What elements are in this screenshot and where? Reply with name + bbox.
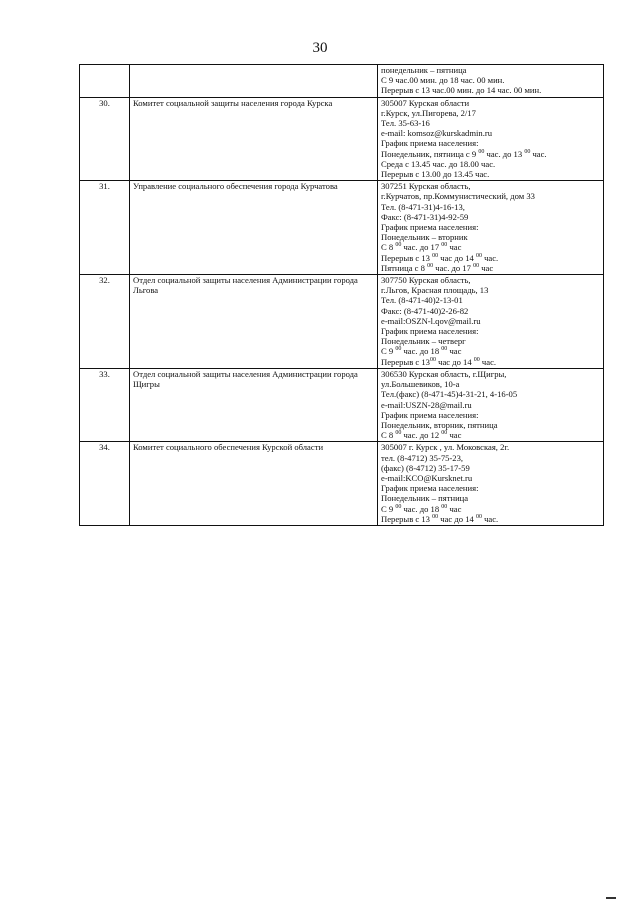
contact-text: (факс) (8-4712) 35-17-59 (381, 462, 470, 473)
contact-line (381, 442, 600, 452)
superscript-minutes: 00 (395, 503, 402, 510)
contact-text: г.Льгов, Красная площадь, 13 (381, 285, 489, 296)
contact-text: Понедельник – вторник (381, 232, 468, 243)
contact-line (381, 493, 600, 503)
row-number: 31. (80, 181, 130, 275)
contact-line (381, 263, 600, 273)
table-row (80, 442, 604, 526)
contact-line (381, 504, 600, 514)
contact-text: час до 14 (438, 513, 476, 524)
contact-info (378, 181, 604, 275)
row-number: 32. (80, 275, 130, 369)
contact-line (381, 118, 600, 128)
contact-text: Пятница с 8 (381, 262, 428, 273)
organization-name (130, 97, 378, 181)
superscript-minutes: 00 (473, 262, 480, 269)
contact-text: г.Курчатов, пр.Коммунистический, дом 33 (381, 191, 535, 202)
contact-line (381, 75, 600, 85)
superscript-minutes: 00 (395, 242, 402, 249)
contact-line (381, 232, 600, 242)
scan-mark (606, 897, 616, 899)
contact-line (381, 357, 600, 367)
contact-line (381, 181, 600, 191)
contact-line (381, 463, 600, 473)
contact-text: Перерыв с 13 (381, 513, 433, 524)
contact-line (381, 138, 600, 148)
contact-line (381, 159, 600, 169)
contact-text: час (447, 503, 462, 514)
superscript-minutes: 00 (441, 503, 448, 510)
contact-line (381, 202, 600, 212)
contact-line (381, 222, 600, 232)
table-row (80, 275, 604, 369)
contact-text: 306530 Курская область, г.Щигры, (381, 368, 507, 379)
superscript-minutes: 00 (441, 430, 448, 437)
row-number: 33. (80, 368, 130, 441)
table-row (80, 97, 604, 181)
contact-line (381, 316, 600, 326)
contact-line (381, 346, 600, 356)
contact-line (381, 242, 600, 252)
contact-line (381, 379, 600, 389)
contact-info (378, 442, 604, 526)
contact-text: e-mail: komsoz@kurskadmin.ru (381, 128, 493, 139)
contact-text: Тел.(факс) (8-471-45)4-31-21, 4-16-05 (381, 389, 518, 400)
contact-line (381, 483, 600, 493)
contact-text: час (479, 262, 494, 273)
contact-text: График приема населения: (381, 409, 479, 420)
contact-text: час. до 18 (401, 503, 442, 514)
contact-line (381, 128, 600, 138)
contact-line (381, 400, 600, 410)
organization-name (130, 65, 378, 98)
contact-line (381, 285, 600, 295)
superscript-minutes: 00 (478, 148, 485, 155)
contact-text: С 8 (381, 430, 396, 441)
superscript-minutes: 00 (395, 430, 402, 437)
contact-line (381, 295, 600, 305)
contact-line (381, 420, 600, 430)
superscript-minutes: 00 (432, 513, 439, 520)
superscript-minutes: 00 (524, 148, 531, 155)
contact-text: час (447, 346, 462, 357)
contact-text: Тел. (8-471-31)4-16-13, (381, 201, 465, 212)
contact-text: час до 14 (438, 252, 476, 263)
contact-text: час. (479, 356, 497, 367)
contact-line (381, 369, 600, 379)
contact-info (378, 275, 604, 369)
organization-name (130, 275, 378, 369)
superscript-minutes: 00 (441, 242, 448, 249)
contact-text: Перерыв с 13.00 до 13.45 час. (381, 169, 490, 180)
superscript-minutes: 00 (475, 513, 482, 520)
contact-text: e-mail:OSZN-l.qov@mail.ru (381, 315, 481, 326)
contact-text: тел. (8-4712) 35-75-23, (381, 452, 464, 463)
contact-info (378, 65, 604, 98)
contact-text: С 9 час.00 мин. до 18 час. 00 мин. (381, 75, 505, 86)
superscript-minutes: 00 (473, 356, 480, 363)
contact-text: г.Курск, ул.Пигорева, 2/17 (381, 107, 476, 118)
contact-line (381, 253, 600, 263)
contact-text: понедельник – пятница (381, 65, 467, 75)
contact-line (381, 108, 600, 118)
contact-info (378, 97, 604, 181)
contact-text: час. до 13 (484, 148, 525, 159)
contact-text: График приема населения: (381, 222, 479, 233)
contact-line (381, 275, 600, 285)
contact-text: час. (481, 252, 499, 263)
contact-line (381, 514, 600, 524)
contact-text: Перерыв с 13 (381, 356, 430, 367)
contact-text: С 8 (381, 242, 396, 253)
contact-line (381, 326, 600, 336)
organizations-table (79, 64, 604, 526)
contact-text: час. до 17 (433, 262, 474, 273)
contact-text: час (447, 430, 462, 441)
contact-line (381, 306, 600, 316)
contact-line (381, 473, 600, 483)
contact-line (381, 65, 600, 75)
contact-text: 307251 Курская область, (381, 181, 471, 192)
contact-line (381, 389, 600, 399)
organization-name-text: Отдел социальной защиты населения Администрации города Льгова (133, 275, 358, 296)
table-row (80, 65, 604, 98)
organization-name-text: Комитет социального обеспечения Курской области (133, 442, 324, 453)
contact-text: час. до 17 (401, 242, 442, 253)
contact-line (381, 453, 600, 463)
contact-text: Факс: (8-471-40)2-26-82 (381, 305, 469, 316)
contact-text: График приема населения: (381, 138, 479, 149)
contact-text: Понедельник – пятница (381, 493, 469, 504)
table-body (80, 65, 604, 526)
organization-name-text: Отдел социальной защиты населения Администрации города Щигры (133, 368, 358, 390)
contact-text: час до 14 (435, 356, 474, 367)
contact-text: час. (530, 148, 547, 159)
table-row (80, 368, 604, 441)
organization-name (130, 181, 378, 275)
page-number: 30 (312, 40, 328, 56)
contact-line (381, 149, 600, 159)
contact-text: Понедельник – четверг (381, 336, 466, 347)
contact-text: 305007 Курская области (381, 97, 470, 108)
superscript-minutes: 00 (427, 262, 434, 269)
contact-line (381, 169, 600, 179)
contact-text: 307750 Курская область, (381, 275, 471, 286)
contact-line (381, 336, 600, 346)
contact-text: График приема населения: (381, 483, 479, 494)
contact-text: час. до 18 (401, 346, 442, 357)
superscript-minutes: 00 (395, 346, 402, 353)
superscript-minutes: 00 (475, 252, 482, 259)
contact-text: ул.Большевиков, 10-а (381, 379, 460, 390)
contact-text: 305007 г. Курск , ул. Моковская, 2г. (381, 442, 510, 453)
organization-name (130, 368, 378, 441)
contact-line (381, 410, 600, 420)
contact-text: С 9 (381, 346, 396, 357)
contact-text: Понедельник, вторник, пятница (381, 419, 498, 430)
contact-text: Среда с 13.45 час. до 18.00 час. (381, 158, 496, 169)
superscript-minutes: 00 (429, 356, 436, 363)
contact-line (381, 430, 600, 440)
contact-line (381, 212, 600, 222)
contact-line (381, 98, 600, 108)
contact-text: Понедельник, пятница с 9 (381, 148, 479, 159)
row-number: 30. (80, 97, 130, 181)
row-number: 34. (80, 442, 130, 526)
contact-text: График приема населения: (381, 326, 479, 337)
organization-name-text: Управление социального обеспечения города Курчатова (133, 181, 338, 192)
contact-text: e-mail:USZN-28@mail.ru (381, 399, 472, 410)
contact-text: час. до 12 (401, 430, 442, 441)
contact-text: час. (481, 513, 499, 524)
contact-text: Тел. 35-63-16 (381, 118, 430, 129)
row-number (80, 65, 130, 98)
organization-name (130, 442, 378, 526)
contact-text: Факс: (8-471-31)4-92-59 (381, 211, 469, 222)
contact-text: Перерыв с 13 час.00 мин. до 14 час. 00 мин. (381, 85, 542, 96)
contact-line (381, 191, 600, 201)
contact-text: С 9 (381, 503, 396, 514)
contact-text: e-mail:KCO@Kursknet.ru (381, 472, 473, 483)
organization-name-text: Комитет социальной защиты населения города Курска (133, 97, 333, 108)
contact-line (381, 85, 600, 95)
contact-text: Тел. (8-471-40)2-13-01 (381, 295, 463, 306)
superscript-minutes: 00 (432, 252, 439, 259)
superscript-minutes: 00 (441, 346, 448, 353)
contact-info (378, 368, 604, 441)
contact-text: час (447, 242, 462, 253)
contact-text: Перерыв с 13 (381, 252, 433, 263)
table-row (80, 181, 604, 275)
